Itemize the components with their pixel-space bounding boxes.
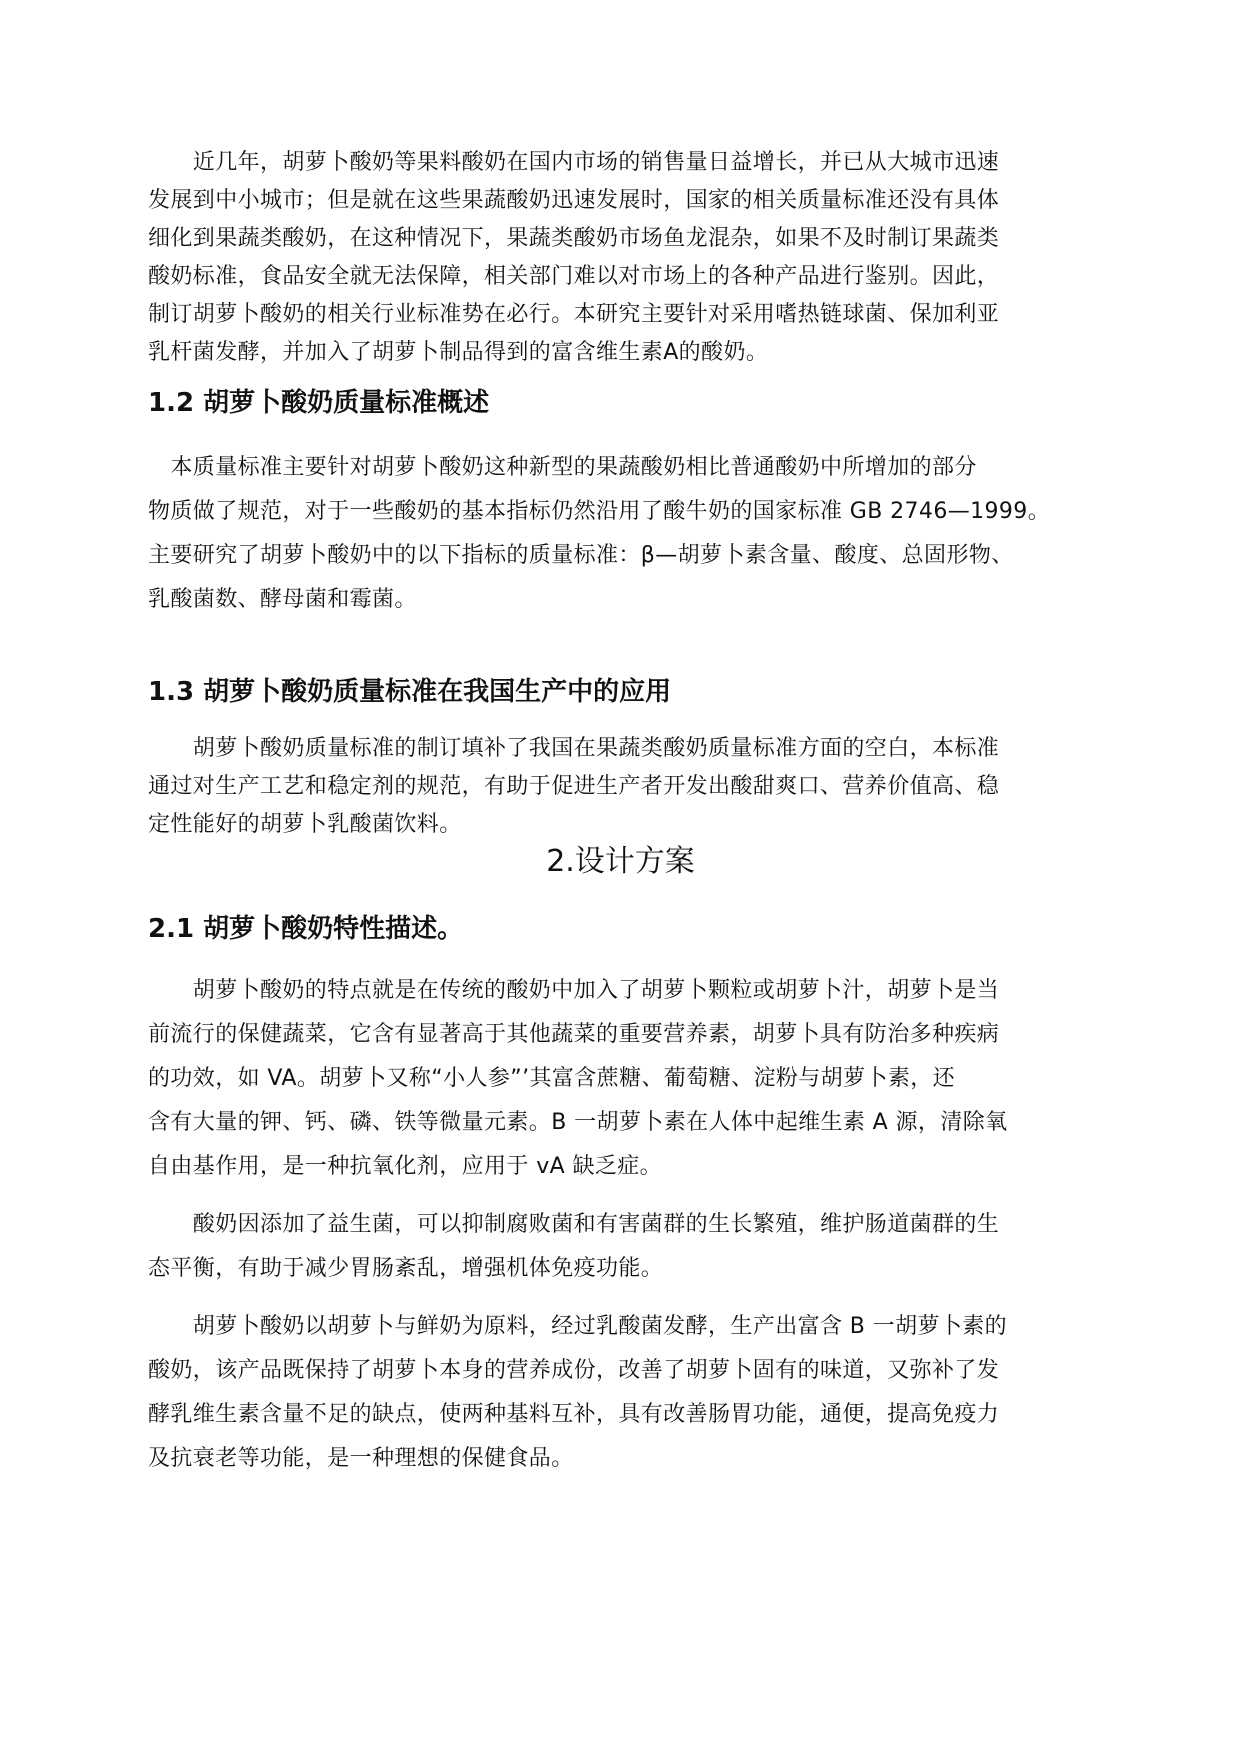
text-line: 通过对生产工艺和稳定剂的规范，有助于促进生产者开发出酸甜爽口、营养价值高、稳	[148, 774, 1000, 799]
text-line: 胡萝卜酸奶以胡萝卜与鲜奶为原料，经过乳酸菌发酵，生产出富含 B 一胡萝卜素的	[148, 1314, 1008, 1339]
intro-paragraph	[148, 144, 1100, 372]
text-line: 细化到果蔬类酸奶，在这种情况下，果蔬类酸奶市场鱼龙混杂，如果不及时制订果蔬类	[148, 226, 1000, 251]
text-line: 主要研究了胡萝卜酸奶中的以下指标的质量标准：β—胡萝卜素含量、酸度、总固形物、	[148, 543, 1014, 568]
text-line: 本质量标准主要针对胡萝卜酸奶这种新型的果蔬酸奶相比普通酸奶中所增加的部分	[148, 455, 977, 480]
section-2-1-paragraph-1	[148, 969, 1100, 1189]
text-line: 含有大量的钾、钙、磷、铁等微量元素。B 一胡萝卜素在人体中起维生素 A 源，清除氧	[148, 1110, 1008, 1135]
text-line: 发展到中小城市；但是就在这些果蔬酸奶迅速发展时，国家的相关质量标准还没有具体	[148, 188, 1000, 213]
text-line: 乳酸菌数、酵母菌和霉菌。	[148, 587, 417, 612]
text-line: 自由基作用，是一种抗氧化剂，应用于 vA 缺乏症。	[148, 1154, 663, 1179]
text-line: 胡萝卜酸奶的特点就是在传统的酸奶中加入了胡萝卜颗粒或胡萝卜汁，胡萝卜是当	[148, 978, 1000, 1003]
text-line: 制订胡萝卜酸奶的相关行业标准势在必行。本研究主要针对采用嗜热链球菌、保加利亚	[148, 302, 1000, 327]
section-1-2-paragraph	[148, 446, 1100, 622]
section-heading-1-3: 1.3 胡萝卜酸奶质量标准在我国生产中的应用	[148, 677, 672, 707]
section-2-1-paragraph-2	[148, 1203, 1100, 1291]
text-line: 酸奶因添加了益生菌，可以抑制腐败菌和有害菌群的生长繁殖，维护肠道菌群的生	[148, 1212, 1000, 1237]
text-line: 酵乳维生素含量不足的缺点，使两种基料互补，具有改善肠胃功能，通便，提高免疫力	[148, 1402, 1000, 1427]
section-2-1-paragraph-3	[148, 1305, 1100, 1481]
text-line: 定性能好的胡萝卜乳酸菌饮料。	[148, 812, 462, 837]
text-line: 酸奶，该产品既保持了胡萝卜本身的营养成份，改善了胡萝卜固有的味道，又弥补了发	[148, 1358, 1000, 1383]
section-heading-2-1: 2.1 胡萝卜酸奶特性描述。	[148, 914, 464, 944]
text-line: 近几年，胡萝卜酸奶等果料酸奶在国内市场的销售量日益增长，并已从大城市迅速	[148, 150, 1000, 175]
text-line: 的功效，如 VA。胡萝卜又称“小人参”’其富含蔗糖、葡萄糖、淀粉与胡萝卜素，还	[148, 1066, 956, 1091]
section-heading-1-2: 1.2 胡萝卜酸奶质量标准概述	[148, 388, 490, 418]
text-line: 态平衡，有助于减少胃肠紊乱，增强机体免疫功能。	[148, 1256, 664, 1281]
text-line: 乳杆菌发酵，并加入了胡萝卜制品得到的富含维生素A的酸奶。	[148, 340, 769, 365]
text-line: 前流行的保健蔬菜，它含有显著高于其他蔬菜的重要营养素，胡萝卜具有防治多种疾病	[148, 1022, 1000, 1047]
section-title-2: 2.设计方案	[546, 844, 695, 879]
text-line: 及抗衰老等功能，是一种理想的保健食品。	[148, 1446, 574, 1471]
section-1-3-paragraph	[148, 730, 1100, 844]
text-line: 物质做了规范，对于一些酸奶的基本指标仍然沿用了酸牛奶的国家标准 GB 2746—1999。	[148, 499, 1051, 524]
text-line: 胡萝卜酸奶质量标准的制订填补了我国在果蔬类酸奶质量标准方面的空白，本标准	[148, 736, 1000, 761]
text-line: 酸奶标准，食品安全就无法保障，相关部门难以对市场上的各种产品进行鉴别。因此，	[148, 264, 1000, 289]
